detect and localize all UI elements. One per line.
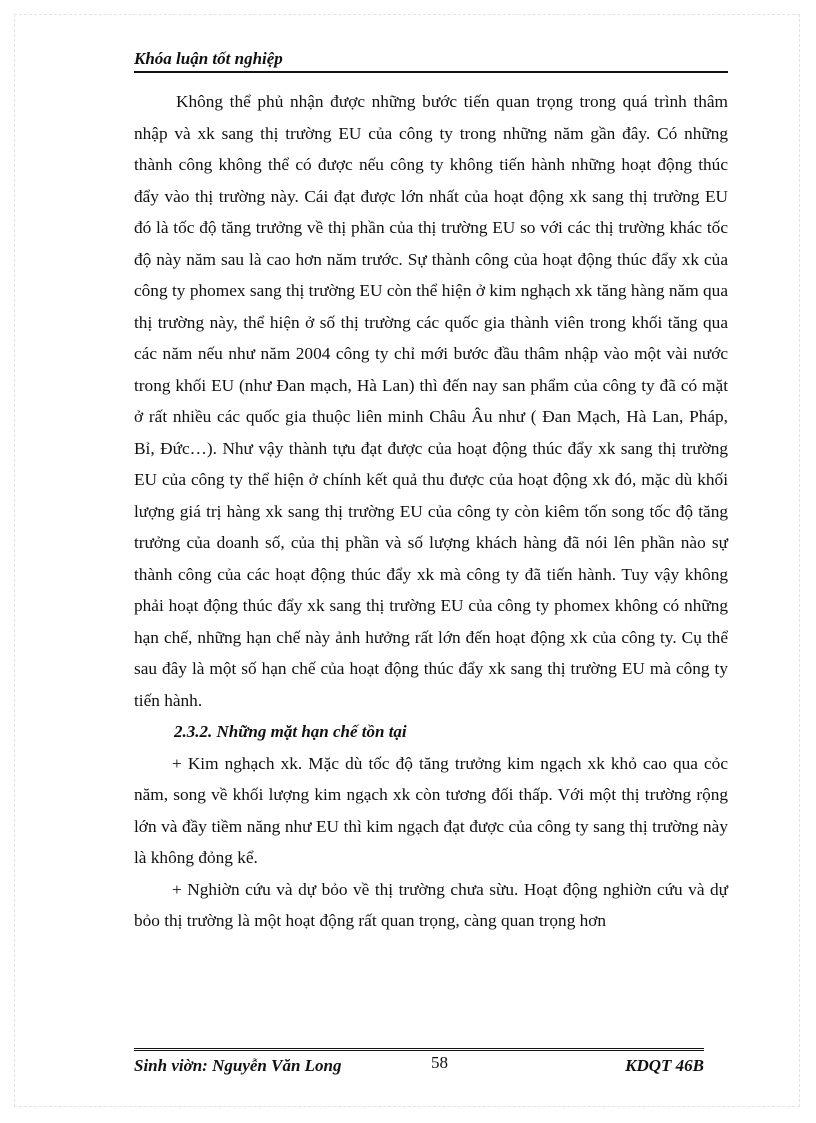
header-divider bbox=[134, 71, 728, 73]
page-number: 58 bbox=[431, 1053, 448, 1072]
header-title: Khóa luận tốt nghiệp bbox=[134, 49, 283, 68]
body-paragraph-3: + Nghiờn cứu và dự bỏo về thị trường chưa sừu. Hoạt động nghiờn cứu và dự bỏo thị trường là một hoạt động rất quan trọng, càng quan trọng hơn bbox=[134, 879, 728, 930]
page-header bbox=[134, 47, 728, 77]
page-body bbox=[134, 86, 728, 937]
body-paragraph-2: + Kim nghạch xk. Mặc dù tốc độ tăng trưởng kim ngạch xk khỏ cao qua cỏc năm, song về khối lượng kim ngạch xk còn tương đối thấp. Với một thị trường rộng lớn và đầy tiềm năng như EU thì kim ngạch đạt được của công ty sang thị trường này là không đỏng kể. bbox=[134, 753, 728, 867]
body-paragraph-1: Không thể phủ nhận được những bước tiến quan trọng trong quá trình thâm nhập và xk sang thị trường EU của công ty trong những năm gần đây. Có những thành công không thể có được nếu công ty không tiến hành những hoạt động thúc đẩy vào thị trường này. Cái đạt được lớn nhất của hoạt động xk sang thị trường EU đó là tốc độ tăng trưởng về thị phần của thị trường EU so với các thị trường khác tốc độ này năm sau là cao hơn năm trước. Sự thành công của hoạt động thúc đẩy xk của công ty phomex sang thị trường EU còn thể hiện ở kim nghạch xk tăng hàng năm qua thị trường này, thể hiện ở số thị trường các quốc gia thành viên trong khối tăng qua các năm nếu như năm 2004 công ty chỉ mới bước đầu thâm nhập vào một vài nước trong khối EU (như Đan mạch, Hà Lan) thì đến nay san phẩm của công ty đã có mặt ở rất nhiều các quốc gia thuộc liên minh Châu Âu như ( Đan Mạch, Hà Lan, Pháp, Bỉ, Đức…). Như vậy thành tựu đạt được của hoạt động thúc đẩy xk sang thị trường EU của công ty thể hiện ở chính kết quả thu được của hoạt động xk đó, mặc dù khối lượng giá trị hàng xk sang thị trường EU của công ty còn kiêm tốn song tốc độ tăng trưởng của doanh số, của thị phần và số lượng khách hàng đã nói lên phần nào sự thành công của các hoạt động thúc đẩy xk mà công ty đã tiến hành. Tuy vậy không phải hoạt động thúc đẩy xk sang thị trường EU của công ty phomex không có những hạn chế, những hạn chế này ảnh hưởng rất lớn đến hoạt động xk của công ty. Cụ thể sau đây là một số hạn chế của hoạt động thúc đẩy xk sang thị trường EU mà công ty tiến hành. bbox=[134, 92, 728, 710]
footer-divider bbox=[134, 1048, 704, 1051]
page-footer bbox=[134, 1048, 728, 1082]
section-heading: 2.3.2. Những mặt hạn chế tồn tại bbox=[174, 722, 407, 741]
footer-course: KDQT 46B bbox=[625, 1056, 704, 1075]
footer-author: Sinh viờn: Nguyễn Văn Long bbox=[134, 1056, 342, 1075]
